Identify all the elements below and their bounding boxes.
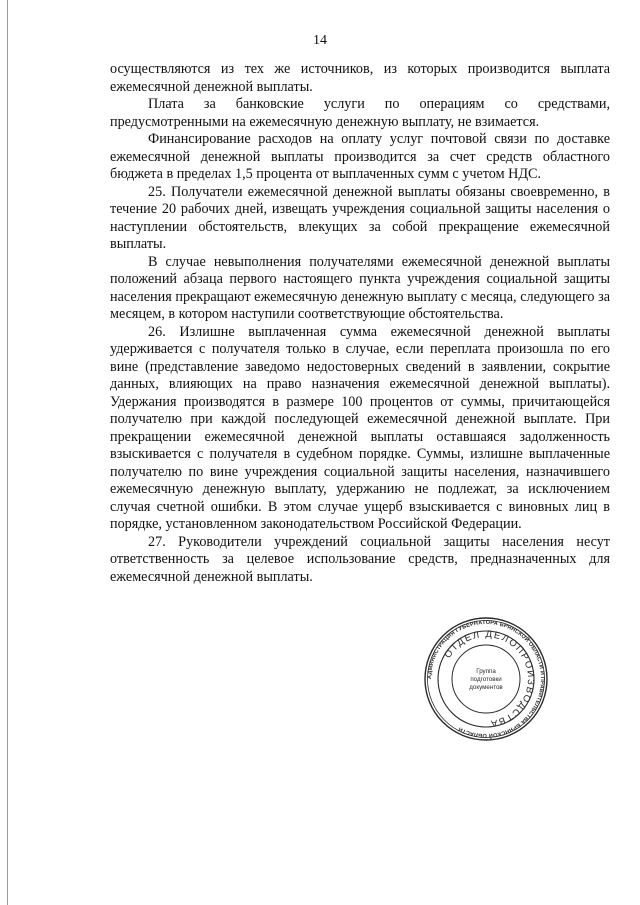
office-stamp — [424, 617, 548, 741]
paragraph-item-27: 27. Руководители учреждений социальной защиты населения несут ответственность за целевое использование средств, предназначенных для ежемесячной денежной выплаты. — [110, 533, 610, 585]
paragraph-postal-financing: Финансирование расходов на оплату услуг почтовой связи по доставке ежемесячной денежной выплаты производится за счет средств областного бюджета в пределах 1,5 процента от выплаченных сумм с учетом НДС. — [110, 131, 610, 182]
paragraph-continuation: осуществляются из тех же источников, из которых производится выплата ежемесячной денежной выплаты. — [110, 61, 610, 95]
stamp-center-line-3: документов — [469, 684, 503, 691]
document-body — [110, 61, 610, 586]
stamp-ring-text: ОТДЕЛ ДЕЛОПРОИЗВОДСТВА — [442, 628, 537, 729]
paragraph-item-26: 26. Излишне выплаченная сумма ежемесячной денежной выплаты удерживается с получателя только в случае, если переплата произошла по его вине (представление заведомо недостоверных сведений в заявлении, сокрытие данных, влияющих на право назначения ежемесячной денежной выплаты). Удержания производятся в размере 100 процентов от суммы, причитающейся получателю при каждой последующей ежемесячной денежной выплате. При прекращении ежемесячной денежной выплаты оставшаяся задолженность взыскивается с получателя в судебном порядке. Суммы, излишне выплаченные получателю по вине учреждения социальной защиты населения, назначившего ежемесячную денежную выплату, удержанию не подлежат, за исключением случая счетной ошибки. В этом случае ущерб взыскивается с виновных лиц в порядке, установленном законодательством Российской Федерации. — [110, 323, 610, 532]
paragraph-termination: В случае невыполнения получателями ежемесячной денежной выплаты положений абзаца первого настоящего пункта учреждения социальной защиты населения прекращают ежемесячную денежную выплату с месяца, следующего за месяцем, в котором наступили соответствующие обстоятельства. — [110, 253, 610, 322]
page-number: 14 — [313, 33, 327, 48]
paragraph-bank-fees: Плата за банковские услуги по операциям со средствами, предусмотренными на ежемесячную денежную выплату, не взимается. — [110, 96, 610, 130]
paragraph-item-25: 25. Получатели ежемесячной денежной выплаты обязаны своевременно, в течение 20 рабочих дней, извещать учреждения социальной защиты населения о наступлении обстоятельств, влекущих за собой прекращение ежемесячной выплаты. — [110, 183, 610, 252]
left-margin-rule — [7, 0, 8, 905]
stamp-outer-text: АДМИНИСТРАЦИЯ ГУБЕРНАТОРА БРЯНСКОЙ ОБЛАСТИ И ПРАВИТЕЛЬСТВА БРЯНСКОЙ ОБЛАСТИ — [426, 619, 546, 739]
stamp-center-line-2: подготовки — [470, 676, 502, 683]
stamp-center-line-1: Группа — [476, 668, 496, 675]
